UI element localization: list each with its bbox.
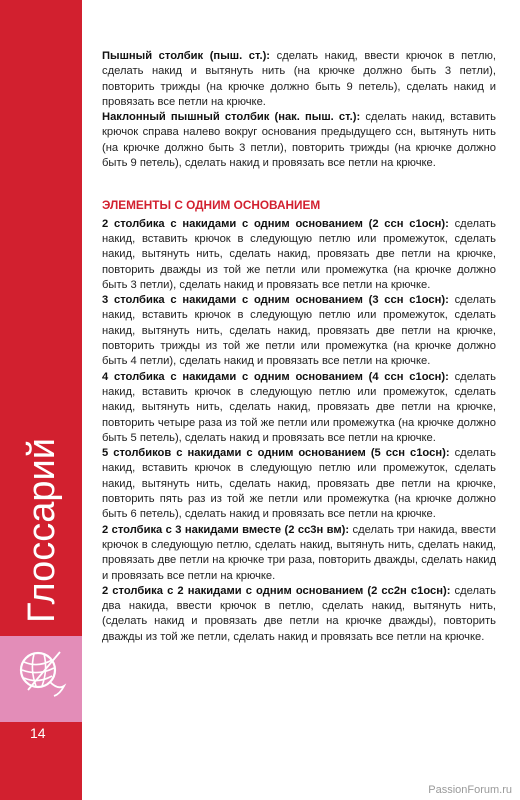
entry-definition: сделать накид, вставить крючок в следующую петлю или промежуток, сделать накид, вытянуть нить, сделать накид, провязать две петли на крючке, повторить пять раз из той же петли или промежутка (на крючке должно быть 6 петель), сделать накид и провязать все петли на крючке.	[102, 447, 497, 521]
entry-definition: сделать три накида, ввести крючок в следующую петлю, сделать накид, вытянуть нить, сделать накид, провязать две петли на крючке три раза, повторить дважды, сделать накид и провязать все петли на крючке.	[102, 523, 496, 582]
entry-definition: сделать накид, ввести крючок в петлю, сделать накид и вытянуть нить (на крючке должно быть 3 петли), повторить трижды (на крючке должно быть 9 петель), сделать накид и провязать все петли на крючке.	[102, 50, 496, 108]
entry-term: 4 столбика с накидами с одним основанием (4 ссн с1осн):	[102, 370, 449, 383]
glossary-entry	[102, 370, 496, 446]
entry-definition: сделать накид, вставить крючок в следующую петлю или промежуток, сделать накид, вытянуть нить, сделать накид, провязать две петли на крючке, повторить четыре раза из той же петли или промежутка (на крючке должно быть 5 петель), сделать накид и провязать все петли на крючке.	[102, 370, 497, 444]
entry-term: Наклонный пышный столбик (нак. пыш. ст.):	[102, 111, 361, 124]
yarn-ball-icon	[14, 646, 68, 700]
entry-term: 5 столбиков с накидами с одним основанием (5 ссн с1осн):	[102, 447, 450, 460]
entry-definition: сделать два накида, ввести крючок в петлю, сделать накид, вытянуть нить, (сделать накид и провязать две петли на крючке дважды), повторить дважды из той же петли, сделать накид и провязать все петли на крючке.	[102, 584, 496, 643]
entry-term: 2 столбика с 3 накидами вместе (2 сс3н вм):	[102, 523, 350, 536]
glossary-entry	[102, 584, 496, 645]
glossary-entry	[102, 49, 496, 110]
entry-definition: сделать накид, вставить крючок в следующую петлю или промежуток, сделать накид, вытянуть нить, сделать накид, провязать две петли на крючке, повторить трижды из той же петли или промежутка (на крючке должно быть 4 петли), сделать накид и провязать все петли на крючке.	[102, 294, 497, 368]
page-number: 14	[30, 725, 46, 741]
entry-term: 2 столбика с накидами с одним основанием (2 ссн с1осн):	[102, 217, 449, 230]
glossary-content	[102, 49, 496, 645]
entry-term: Пышный столбик (пыш. ст.):	[102, 50, 271, 62]
glossary-entry	[102, 110, 496, 171]
watermark: PassionForum.ru	[428, 784, 512, 796]
entry-term: 3 столбика с накидами с одним основанием (3 ссн с1осн):	[102, 294, 449, 307]
glossary-entry	[102, 523, 496, 584]
entry-term: 2 столбика с 2 накидами с одним основанием (2 сс2н с1осн):	[102, 584, 451, 597]
section-title-vertical: Глоссарий	[20, 437, 63, 623]
entry-definition: сделать накид, вставить крючок в следующую петлю или промежуток, сделать накид, вытянуть нить, сделать накид, провязать две петли на крючке, повторить дважды из той же петли или промежутка (на крючке должно быть 3 петли), сделать накид и провязать все петли на крючке.	[102, 217, 497, 291]
glossary-entry	[102, 217, 496, 293]
glossary-entry	[102, 446, 496, 522]
sidebar-title-wrap	[4, 430, 80, 630]
glossary-entry	[102, 293, 496, 369]
section-heading: ЭЛЕМЕНТЫ С ОДНИМ ОСНОВАНИЕМ	[102, 198, 321, 213]
entry-definition: сделать накид, вставить крючок справа налево вокруг основания предыдущего ссн, вытянуть нить (на крючке должно быть 3 петли), повторить трижды (на крючке должно быть 9 петель), сделать накид и провязать все петли на крючке.	[102, 111, 496, 170]
